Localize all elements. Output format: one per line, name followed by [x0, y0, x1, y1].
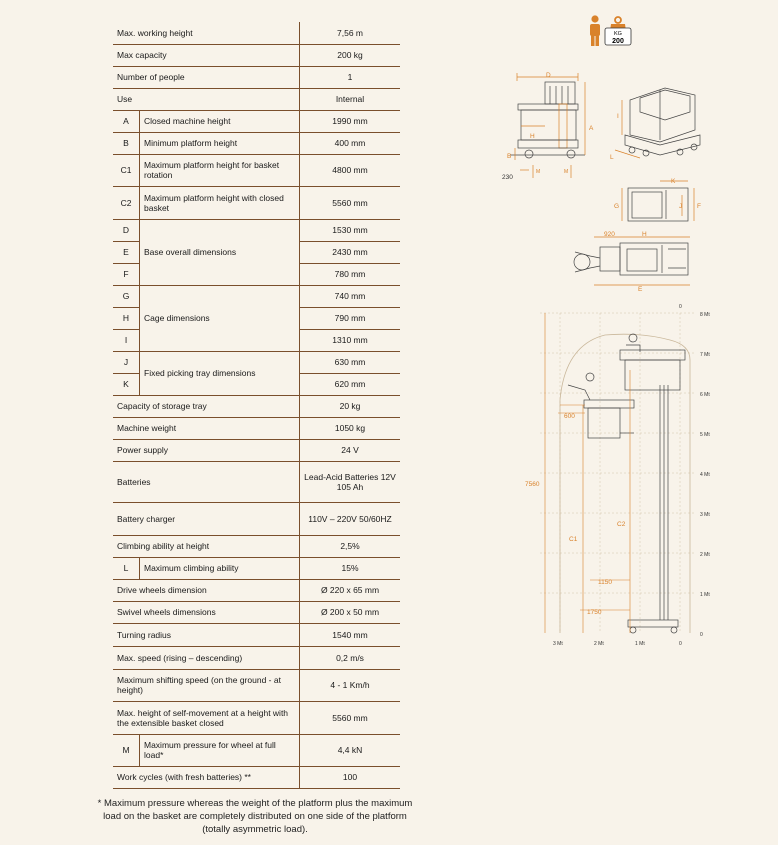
spec-group-label: Fixed picking tray dimensions — [140, 351, 300, 395]
spec-value: 0,2 m/s — [300, 646, 401, 669]
spec-group-label: Base overall dimensions — [140, 219, 300, 285]
distance-tick: 2 Mt — [594, 641, 604, 647]
label-h: H — [530, 133, 535, 140]
label-a: A — [589, 125, 594, 132]
spec-value: 1530 mm — [300, 219, 401, 241]
spec-value: 4,4 kN — [300, 734, 401, 766]
label-600: 600 — [564, 413, 575, 420]
spec-label: Battery charger — [113, 502, 300, 535]
badge-unit: KG — [614, 31, 622, 37]
label-e: E — [638, 286, 643, 293]
label-m1: M — [536, 169, 541, 175]
side-view-drawing — [510, 73, 585, 178]
height-tick: 5 Mt — [700, 432, 710, 438]
spec-value: 200 kg — [300, 44, 401, 66]
spec-code: D — [113, 219, 140, 241]
label-f: F — [697, 203, 701, 210]
spec-value: 7,56 m — [300, 22, 401, 44]
spec-label: Number of people — [113, 66, 300, 88]
top-view-drawing — [622, 181, 694, 221]
working-range-diagram — [540, 313, 695, 633]
spec-code: J — [113, 351, 140, 373]
spec-value: 1 — [300, 66, 401, 88]
label-c1: C1 — [569, 536, 578, 543]
spec-value: 620 mm — [300, 373, 401, 395]
spec-value: 2,5% — [300, 535, 401, 557]
spec-value: 5560 mm — [300, 701, 401, 734]
label-i: I — [617, 113, 619, 120]
spec-value: 5560 mm — [300, 186, 401, 219]
spec-code: M — [113, 734, 140, 766]
spec-label: Turning radius — [113, 623, 300, 646]
spec-group-label: Cage dimensions — [140, 285, 300, 351]
spec-label: Max capacity — [113, 44, 300, 66]
spec-value: Ø 200 x 50 mm — [300, 601, 401, 623]
spec-label: Maximum platform height with closed basket — [140, 186, 300, 219]
spec-label: Machine weight — [113, 417, 300, 439]
spec-value: 15% — [300, 557, 401, 579]
spec-label: Closed machine height — [140, 110, 300, 132]
spec-label: Max. speed (rising – descending) — [113, 646, 300, 669]
spec-label: Drive wheels dimension — [113, 579, 300, 601]
spec-code: E — [113, 241, 140, 263]
spec-label: Power supply — [113, 439, 300, 461]
spec-value: 1050 kg — [300, 417, 401, 439]
spec-label: Minimum platform height — [140, 132, 300, 154]
spec-value: Lead-Acid Batteries 12V 105 Ah — [300, 461, 401, 502]
spec-code: F — [113, 263, 140, 285]
spec-value: Ø 220 x 65 mm — [300, 579, 401, 601]
spec-value: 110V – 220V 50/60HZ — [300, 502, 401, 535]
height-tick: 7 Mt — [700, 352, 710, 358]
label-k: K — [671, 178, 676, 185]
spec-value: 400 mm — [300, 132, 401, 154]
spec-code: H — [113, 307, 140, 329]
label-920: 920 — [604, 231, 615, 238]
label-1150: 1150 — [598, 579, 612, 586]
spec-label: Maximum pressure for wheel at full load* — [140, 734, 300, 766]
height-tick: 0 — [700, 632, 703, 638]
label-b: B — [507, 153, 512, 160]
distance-tick: 3 Mt — [553, 641, 563, 647]
spec-label: Max. working height — [113, 22, 300, 44]
label-230: 230 — [502, 174, 513, 181]
spec-code: A — [113, 110, 140, 132]
spec-value: 4 - 1 Km/h — [300, 669, 401, 701]
label-1750: 1750 — [587, 609, 602, 616]
height-tick: 4 Mt — [700, 472, 710, 478]
height-tick: 3 Mt — [700, 512, 710, 518]
spec-label: Climbing ability at height — [113, 535, 300, 557]
label-j: J — [679, 203, 683, 210]
spec-value: 1310 mm — [300, 329, 401, 351]
spec-code: B — [113, 132, 140, 154]
label-d: D — [546, 72, 551, 79]
spec-value: 2430 mm — [300, 241, 401, 263]
spec-label: Capacity of storage tray — [113, 395, 300, 417]
height-tick: 1 Mt — [700, 592, 710, 598]
spec-value: 24 V — [300, 439, 401, 461]
plan-view-drawing — [574, 237, 690, 285]
label-m2: M — [564, 169, 569, 175]
spec-label: Batteries — [113, 461, 300, 502]
label-g: G — [614, 203, 620, 210]
weight-badge — [605, 17, 631, 45]
spec-label: Maximum shifting speed (on the ground - at height) — [113, 669, 300, 701]
label-l: L — [610, 154, 614, 161]
distance-tick: 1 Mt — [635, 641, 645, 647]
spec-label: Maximum platform height for basket rotation — [140, 154, 300, 186]
person-icon — [590, 15, 600, 46]
spec-value: 100 — [300, 766, 401, 788]
spec-value: 4800 mm — [300, 154, 401, 186]
spec-label: Max. height of self-movement at a height with the extensible basket closed — [113, 701, 300, 734]
spec-code: C1 — [113, 154, 140, 186]
spec-value: 20 kg — [300, 395, 401, 417]
spec-code: I — [113, 329, 140, 351]
spec-code: C2 — [113, 186, 140, 219]
label-c2: C2 — [617, 521, 626, 528]
spec-label: Maximum climbing ability — [140, 557, 300, 579]
scale-zero: 0 — [679, 304, 682, 310]
distance-tick: 0 — [679, 641, 682, 647]
spec-value: 790 mm — [300, 307, 401, 329]
isometric-view-drawing — [615, 88, 700, 158]
spec-value: Internal — [300, 88, 401, 110]
spec-code: K — [113, 373, 140, 395]
height-tick: 6 Mt — [700, 392, 710, 398]
footnote: * Maximum pressure whereas the weight of the platform plus the maximum load on the basket are completely distributed on one side of the platform (totally asymmetric load). — [97, 798, 413, 835]
spec-value: 1540 mm — [300, 623, 401, 646]
height-tick: 2 Mt — [700, 552, 710, 558]
spec-label: Use — [113, 88, 300, 110]
badge-value: 200 — [612, 38, 624, 45]
spec-value: 1990 mm — [300, 110, 401, 132]
spec-value: 780 mm — [300, 263, 401, 285]
label-7560: 7560 — [525, 481, 540, 488]
spec-code: L — [113, 557, 140, 579]
spec-code: G — [113, 285, 140, 307]
label-plan-h: H — [642, 231, 647, 238]
spec-label: Work cycles (with fresh batteries) ** — [113, 766, 300, 788]
spec-label: Swivel wheels dimensions — [113, 601, 300, 623]
spec-value: 740 mm — [300, 285, 401, 307]
height-tick: 8 Mt — [700, 312, 710, 318]
spec-value: 630 mm — [300, 351, 401, 373]
